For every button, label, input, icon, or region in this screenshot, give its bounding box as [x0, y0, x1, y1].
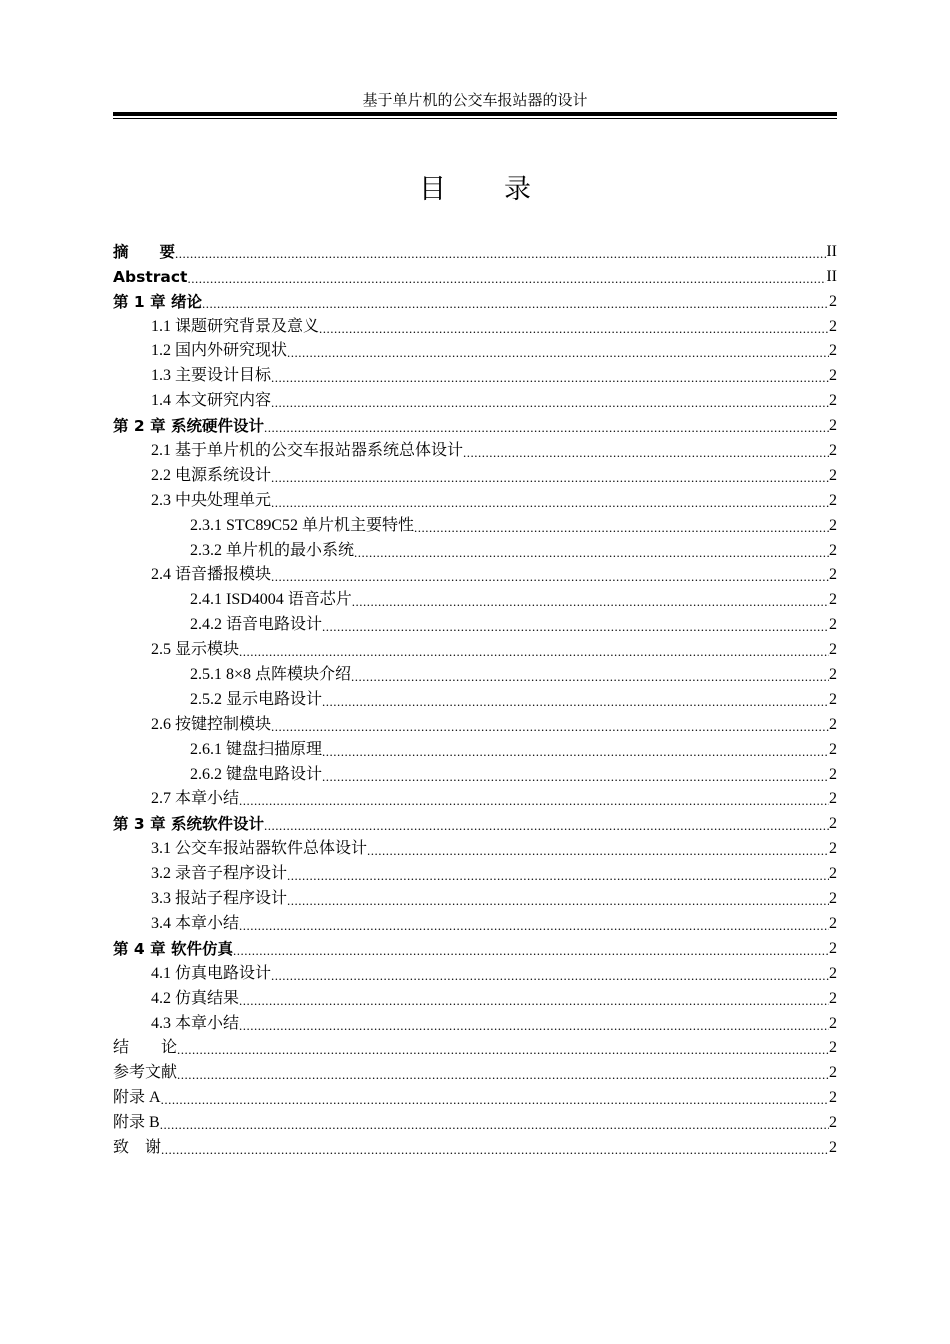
toc-entry-page: 2	[829, 765, 837, 783]
toc-entry-label: 2.2 电源系统设计	[151, 466, 272, 484]
toc-entry-page: 2	[829, 591, 837, 609]
toc-entry-label: 附录 A	[113, 1089, 161, 1107]
toc-entry-page: 2	[829, 342, 837, 360]
toc-leader-dots	[352, 594, 829, 610]
toc-leader-dots	[271, 470, 829, 486]
toc-leader-dots	[233, 943, 829, 959]
toc-entry[interactable]	[113, 337, 837, 362]
toc-leader-dots	[187, 271, 826, 287]
toc-entry[interactable]	[113, 386, 837, 411]
toc-leader-dots	[271, 569, 829, 585]
toc-entry-page: 2	[829, 790, 837, 808]
toc-entry[interactable]	[113, 760, 837, 785]
toc-entry[interactable]	[113, 312, 837, 337]
toc-entry-page: 2	[829, 292, 837, 310]
toc-entry-label: 1.4 本文研究内容	[151, 392, 272, 410]
toc-leader-dots	[271, 719, 829, 735]
toc-leader-dots	[239, 1018, 829, 1034]
toc-leader-dots	[160, 1117, 829, 1133]
toc-leader-dots	[367, 843, 829, 859]
toc-entry-label: 摘 要	[113, 242, 176, 261]
toc-entry-page: 2	[829, 392, 837, 410]
toc-entry-label: 附录 B	[113, 1114, 160, 1132]
toc-entry-page: 2	[829, 641, 837, 659]
toc-entry-page: 2	[829, 317, 837, 335]
toc-entry[interactable]	[113, 984, 837, 1009]
toc-entry-label: 2.6.1 键盘扫描原理	[190, 740, 323, 758]
toc-entry-label: 1.3 主要设计目标	[151, 367, 272, 385]
toc-entry[interactable]	[113, 436, 837, 461]
toc-entry[interactable]	[113, 411, 837, 436]
toc-entry[interactable]	[113, 809, 837, 834]
toc-entry-label: 2.6 按键控制模块	[151, 715, 272, 733]
toc-entry-label: 2.7 本章小结	[151, 790, 240, 808]
toc-entry-label: 2.3 中央处理单元	[151, 491, 272, 509]
toc-leader-dots	[287, 868, 829, 884]
toc-entry-page: 2	[829, 690, 837, 708]
toc-entry-label: Abstract	[113, 267, 188, 286]
toc-entry[interactable]	[113, 237, 837, 262]
toc-leader-dots	[322, 769, 829, 785]
toc-entry[interactable]	[113, 859, 837, 884]
toc-leader-dots	[175, 246, 826, 262]
toc-entry-page: 2	[829, 1114, 837, 1132]
toc-entry-page: 2	[829, 491, 837, 509]
toc-entry-page: 2	[829, 367, 837, 385]
toc-entry-page: 2	[829, 740, 837, 758]
toc-leader-dots	[264, 420, 829, 436]
toc-entry-page: 2	[829, 914, 837, 932]
toc-entry-label: 3.2 录音子程序设计	[151, 865, 288, 883]
toc-entry-label: 3.3 报站子程序设计	[151, 890, 288, 908]
toc-entry-label: 2.4.1 ISD4004 语音芯片	[190, 591, 352, 609]
toc-leader-dots	[287, 345, 829, 361]
toc-entry-page: II	[826, 267, 837, 285]
toc-leader-dots	[177, 1067, 829, 1083]
toc-leader-dots	[322, 619, 829, 635]
toc-leader-dots	[319, 321, 829, 337]
toc-entry-page: 2	[829, 541, 837, 559]
toc-entry[interactable]	[113, 1034, 837, 1059]
toc-entry-page: 2	[829, 815, 837, 833]
toc-entry-label: 1.2 国内外研究现状	[151, 342, 288, 360]
toc-entry-label: 4.3 本章小结	[151, 1014, 240, 1032]
toc-entry[interactable]	[113, 635, 837, 660]
toc-entry-label: 2.4.2 语音电路设计	[190, 616, 323, 634]
toc-entry[interactable]	[113, 834, 837, 859]
toc-entry-page: 2	[829, 417, 837, 435]
toc-entry-label: 2.5 显示模块	[151, 641, 240, 659]
toc-leader-dots	[354, 545, 829, 561]
toc-leader-dots	[239, 644, 829, 660]
toc-entry-page: 2	[829, 616, 837, 634]
toc-entry-page: 2	[829, 939, 837, 957]
toc-entry-label: 3.4 本章小结	[151, 914, 240, 932]
toc-entry-page: 2	[829, 1064, 837, 1082]
toc-entry-page: 2	[829, 1039, 837, 1057]
toc-entry-page: 2	[829, 964, 837, 982]
toc-entry-page: 2	[829, 666, 837, 684]
toc-entry-page: 2	[829, 566, 837, 584]
toc-entry[interactable]	[113, 287, 837, 312]
toc-entry[interactable]	[113, 585, 837, 610]
toc-leader-dots	[322, 744, 829, 760]
toc-entry-label: 2.5.2 显示电路设计	[190, 690, 323, 708]
toc-leader-dots	[264, 818, 829, 834]
toc-leader-dots	[239, 918, 829, 934]
toc-entry-page: 2	[829, 1089, 837, 1107]
toc-leader-dots	[161, 1092, 829, 1108]
toc-entry-label: 第 2 章 系统硬件设计	[113, 417, 264, 436]
page-title: 目录	[419, 174, 589, 205]
toc-leader-dots	[271, 395, 829, 411]
toc-entry-page: 2	[829, 989, 837, 1007]
toc-entry-label: 4.2 仿真结果	[151, 989, 240, 1007]
running-header: 基于单片机的公交车报站器的设计	[362, 93, 588, 109]
toc-leader-dots	[161, 1142, 829, 1158]
toc-leader-dots	[239, 793, 829, 809]
toc-entry[interactable]	[113, 685, 837, 710]
toc-leader-dots	[202, 296, 829, 312]
toc-entry-page: 2	[829, 890, 837, 908]
toc-entry[interactable]	[113, 934, 837, 959]
toc-entry-label: 2.5.1 8×8 点阵模块介绍	[190, 666, 352, 684]
toc-entry[interactable]	[113, 1108, 837, 1133]
toc-entry-page: 2	[829, 516, 837, 534]
toc-entry-label: 2.1 基于单片机的公交车报站器系统总体设计	[151, 442, 464, 460]
toc-leader-dots	[271, 370, 829, 386]
toc-entry[interactable]	[113, 884, 837, 909]
toc-entry-label: 3.1 公交车报站器软件总体设计	[151, 840, 368, 858]
toc-entry[interactable]	[113, 561, 837, 586]
toc-entry[interactable]	[113, 536, 837, 561]
toc-entry[interactable]	[113, 486, 837, 511]
toc-leader-dots	[322, 694, 829, 710]
toc-leader-dots	[351, 669, 829, 685]
toc-entry-label: 2.4 语音播报模块	[151, 566, 272, 584]
toc-entry-label: 2.3.1 STC89C52 单片机主要特性	[190, 516, 415, 534]
toc-leader-dots	[414, 520, 829, 536]
toc-entry-label: 2.6.2 键盘电路设计	[190, 765, 323, 783]
toc-leader-dots	[463, 445, 829, 461]
table-of-contents	[113, 237, 837, 1158]
toc-entry[interactable]	[113, 1058, 837, 1083]
toc-entry[interactable]	[113, 461, 837, 486]
toc-entry-label: 第 1 章 绪论	[113, 292, 202, 311]
toc-entry[interactable]	[113, 262, 837, 287]
toc-leader-dots	[177, 1042, 829, 1058]
toc-entry[interactable]	[113, 660, 837, 685]
toc-entry-label: 2.3.2 单片机的最小系统	[190, 541, 355, 559]
header-rule-thick	[113, 112, 837, 116]
toc-leader-dots	[239, 993, 829, 1009]
toc-entry[interactable]	[113, 1083, 837, 1108]
toc-entry-label: 第 4 章 软件仿真	[113, 939, 233, 958]
toc-entry[interactable]	[113, 1009, 837, 1034]
toc-entry[interactable]	[113, 959, 837, 984]
toc-entry[interactable]	[113, 511, 837, 536]
toc-entry-label: 结 论	[113, 1039, 178, 1057]
toc-entry-page: II	[826, 242, 837, 260]
toc-entry-page: 2	[829, 715, 837, 733]
toc-entry-page: 2	[829, 1014, 837, 1032]
toc-entry-label: 参考文献	[113, 1064, 178, 1082]
toc-entry-page: 2	[829, 865, 837, 883]
toc-entry-label: 4.1 仿真电路设计	[151, 964, 272, 982]
header-rule-thin	[113, 118, 837, 119]
toc-entry-page: 2	[829, 466, 837, 484]
toc-entry[interactable]	[113, 361, 837, 386]
toc-entry[interactable]	[113, 710, 837, 735]
toc-entry-page: 2	[829, 1138, 837, 1156]
toc-entry[interactable]	[113, 909, 837, 934]
toc-entry-label: 第 3 章 系统软件设计	[113, 815, 264, 834]
toc-entry[interactable]	[113, 735, 837, 760]
toc-entry[interactable]	[113, 1133, 837, 1158]
toc-leader-dots	[271, 495, 829, 511]
toc-leader-dots	[287, 893, 829, 909]
toc-entry-page: 2	[829, 840, 837, 858]
toc-entry-label: 1.1 课题研究背景及意义	[151, 317, 320, 335]
toc-leader-dots	[271, 968, 829, 984]
toc-entry-page: 2	[829, 442, 837, 460]
toc-entry[interactable]	[113, 785, 837, 810]
toc-entry[interactable]	[113, 610, 837, 635]
toc-entry-label: 致 谢	[113, 1138, 162, 1156]
